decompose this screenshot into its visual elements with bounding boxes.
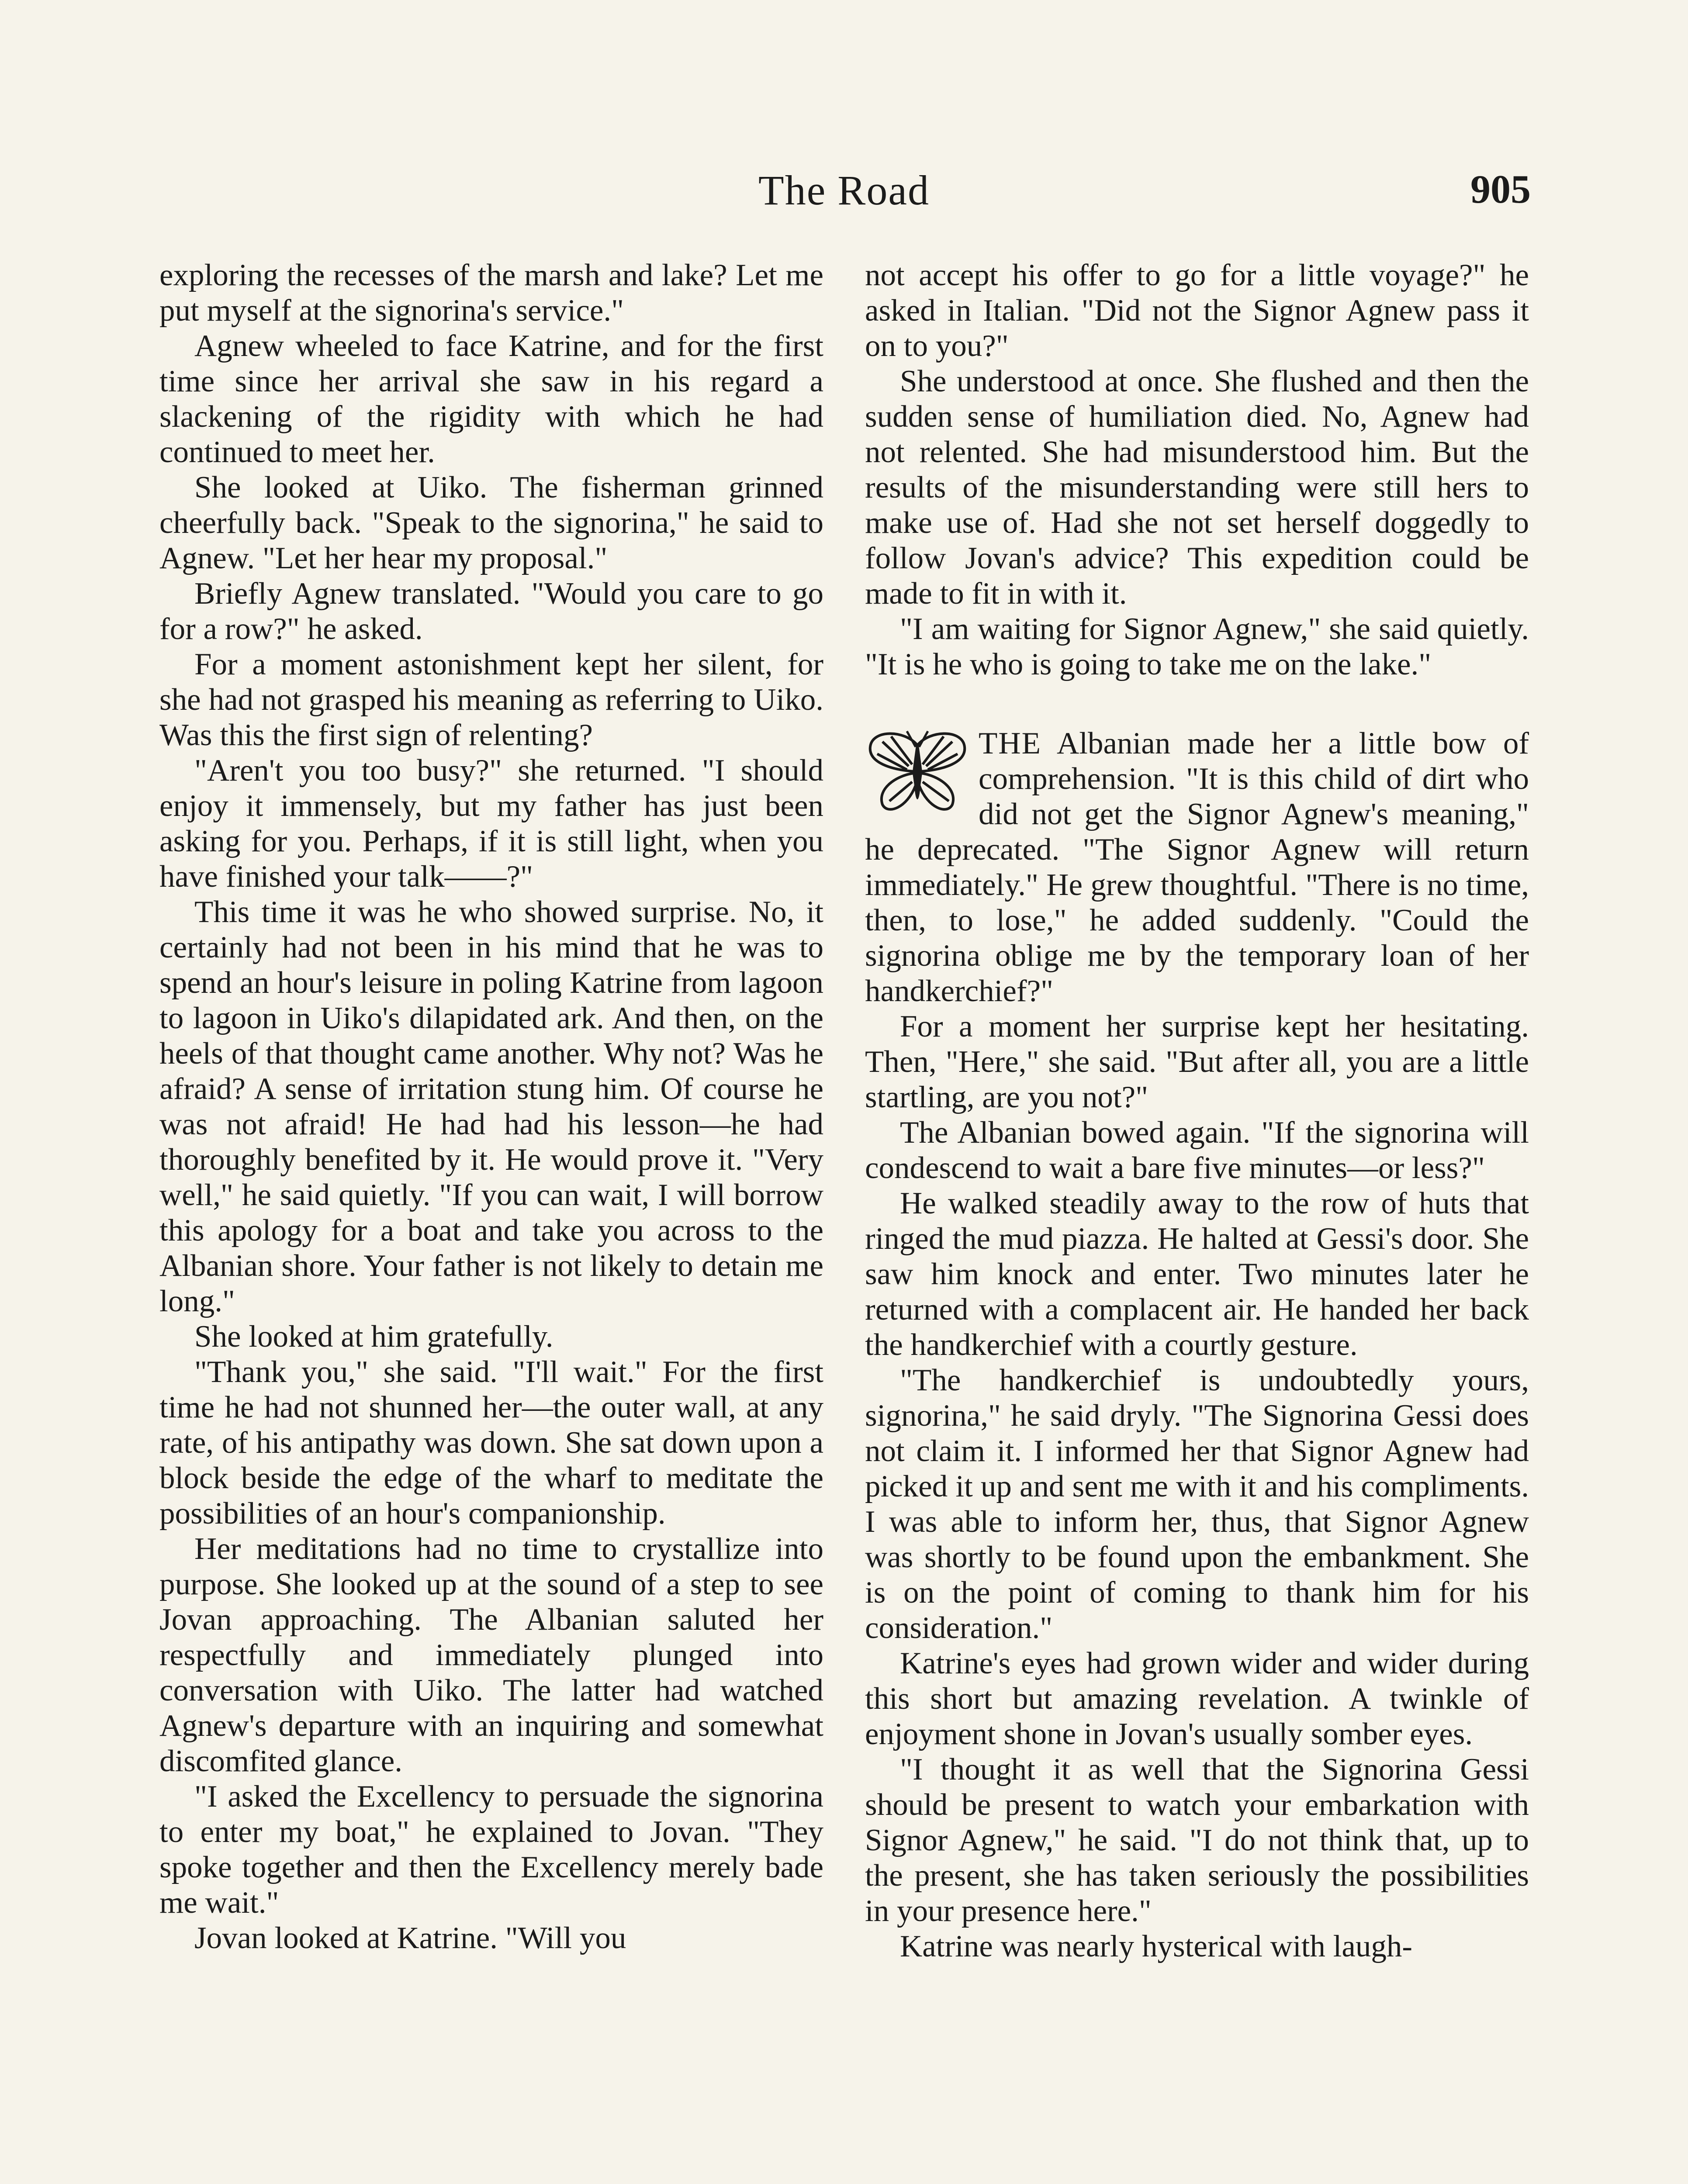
paragraph-text: Albanian made her a little bow of comprehension. "It is this child of dirt who did not get the Signor Agnew's meaning," he deprecated. "The Signor Agnew will return immediately." He grew thoughtful. "There is no time, then, to lose," he added suddenly. "Could the signorina oblige me by the temporary loan of her handkerchief?" — [865, 726, 1529, 1008]
page-number: 905 — [1470, 167, 1531, 211]
section-break — [865, 682, 1529, 726]
section-lead-in: THE — [979, 726, 1042, 760]
paragraph: "The handkerchief is undoubtedly yours, signorina," he said dryly. "The Signorina Gessi does not claim it. I informed her that Signor Agnew had picked it up and sent me with it and his compliments. I was able to inform her, thus, that Signor Agnew was shortly to be found upon the embankment. She is on the point of coming to thank him for his consideration." — [865, 1363, 1529, 1645]
paragraph: The Albanian bowed again. "If the signorina will condescend to wait a bare five minutes—or less?" — [865, 1116, 1529, 1185]
paragraph: For a moment her surprise kept her hesitating. Then, "Here," she said. "But after all, you are a little startling, are you not?" — [865, 1009, 1529, 1114]
paragraph: exploring the recesses of the marsh and lake? Let me put myself at the signorina's service." — [159, 258, 823, 328]
section-opening-paragraph — [865, 726, 1529, 1009]
paragraph: For a moment astonishment kept her silent, for she had not grasped his meaning as referring to Uiko. Was this the first sign of relenting? — [159, 647, 823, 752]
paragraph: "Aren't you too busy?" she returned. "I should enjoy it immensely, but my father has just been asking for you. Perhaps, if it is still light, when you have finished your talk——?" — [159, 753, 823, 894]
running-head — [0, 166, 1688, 214]
paragraph: Her meditations had no time to crystallize into purpose. She looked up at the sound of a step to see Jovan approaching. The Albanian saluted her respectfully and immediately plunged into conversation with Uiko. The latter had watched Agnew's departure with an inquiring and somewhat discomfited glance. — [159, 1532, 823, 1778]
paragraph: She looked at him gratefully. — [194, 1320, 553, 1354]
paragraph: "Thank you," she said. "I'll wait." For the first time he had not shunned her—the outer wall, at any rate, of his antipathy was down. She sat down upon a block beside the edge of the wharf to meditate the possibilities of an hour's companionship. — [159, 1355, 823, 1531]
left-column — [159, 258, 823, 1956]
paragraph: Jovan looked at Katrine. "Will you — [194, 1921, 626, 1955]
running-title: The Road — [758, 167, 930, 214]
paragraph: Katrine's eyes had grown wider and wider during this short but amazing revelation. A twinkle of enjoyment shone in Jovan's usually somber eyes. — [865, 1646, 1529, 1751]
paragraph: "I am waiting for Signor Agnew," she said quietly. "It is he who is going to take me on the lake." — [865, 612, 1529, 681]
paragraph: Agnew wheeled to face Katrine, and for the first time since her arrival she saw in his regard a slackening of the rigidity with which he had continued to meet her. — [159, 329, 823, 469]
paragraph: "I thought it as well that the Signorina Gessi should be present to watch your embarkation with Signor Agnew," he said. "I do not think that, up to the present, she has taken seriously the possibilities in your presence here." — [865, 1752, 1529, 1928]
paragraph: He walked steadily away to the row of huts that ringed the mud piazza. He halted at Gessi's door. She saw him knock and enter. Two minutes later he returned with a complacent air. He handed her back the handkerchief with a courtly gesture. — [865, 1186, 1529, 1362]
paragraph: She understood at once. She flushed and then the sudden sense of humiliation died. No, Agnew had not relented. She had misunderstood him. But the results of the misunderstanding were still hers to make use of. Had she not set herself doggedly to follow Jovan's advice? This expedition could be made to fit in with it. — [865, 364, 1529, 611]
paragraph: "I asked the Excellency to persuade the signorina to enter my boat," he explained to Jovan. "They spoke together and then the Excellency merely bade me wait." — [159, 1780, 823, 1920]
paragraph: not accept his offer to go for a little voyage?" he asked in Italian. "Did not the Signor Agnew pass it on to you?" — [865, 258, 1529, 363]
butterfly-ornament-icon — [865, 728, 970, 819]
paragraph: Katrine was nearly hysterical with laugh- — [900, 1929, 1413, 1963]
right-column — [865, 258, 1529, 1964]
paragraph: This time it was he who showed surprise. No, it certainly had not been in his mind that he was to spend an hour's leisure in poling Katrine from lagoon to lagoon in Uiko's dilapidated ark. And then, on the heels of that thought came another. Why not? Was he afraid? A sense of irritation stung him. Of course he was not afraid! He had had his lesson—he had thoroughly benefited by it. He would prove it. "Very well," he said quietly. "If you can wait, I will borrow this apology for a boat and take you across to the Albanian shore. Your father is not likely to detain me long." — [159, 895, 823, 1318]
paragraph: She looked at Uiko. The fisherman grinned cheerfully back. "Speak to the signorina," he said to Agnew. "Let her hear my proposal." — [159, 470, 823, 575]
paragraph: Briefly Agnew translated. "Would you care to go for a row?" he asked. — [159, 577, 823, 646]
